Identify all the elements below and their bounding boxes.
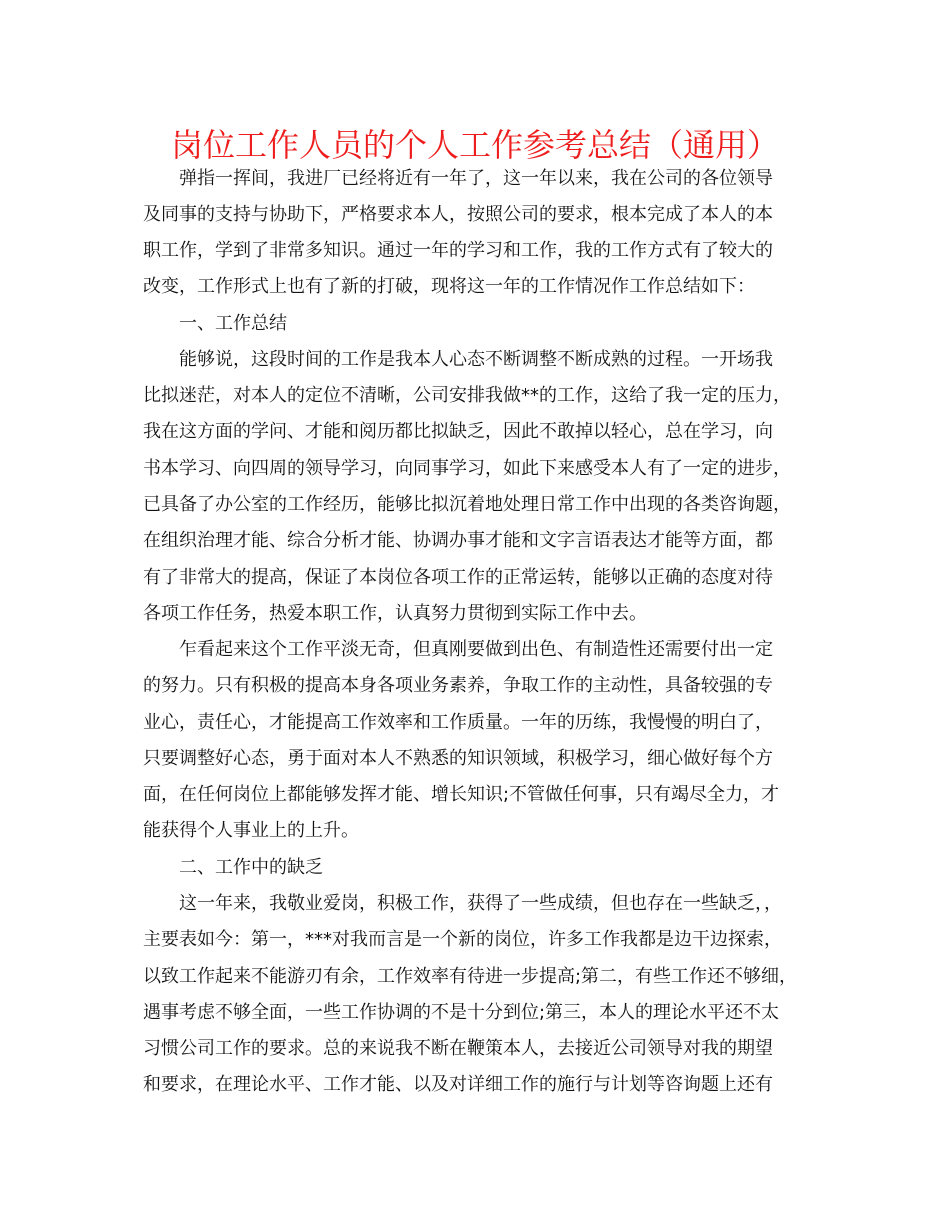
paragraph-line: 已具备了办公室的工作经历，能够比拟沉着地处理日常工作中出现的各类咨询题， [143, 494, 791, 515]
paragraph-line: 只要调整好心态，勇于面对本人不熟悉的知识领域，积极学习，细心做好每个方 [143, 748, 773, 769]
paragraph-line: 的努力。只有积极的提高本身各项业务素养，争取工作的主动性，具备较强的专 [143, 675, 773, 696]
paragraph-line: 改变，工作形式上也有了新的打破，现将这一年的工作情况作工作总结如下： [143, 276, 755, 297]
section-heading: 二、工作中的缺乏 [179, 857, 323, 878]
document-title: 岗位工作人员的个人工作参考总结（通用） [170, 126, 779, 164]
paragraph-line: 在组织治理才能、综合分析才能、协调办事才能和文字言语表达才能等方面，都 [143, 530, 773, 551]
paragraph-line: 遇事考虑不够全面，一些工作协调的不是十分到位;第三，本人的理论水平还不太 [143, 1002, 780, 1023]
paragraph-line: 能获得个人事业上的上升。 [143, 820, 359, 841]
paragraph-line: 有了非常大的提高，保证了本岗位各项工作的正常运转，能够以正确的态度对待 [143, 567, 773, 588]
paragraph-line: 各项工作任务，热爱本职工作，认真努力贯彻到实际工作中去。 [143, 603, 647, 624]
paragraph-line: 和要求，在理论水平、工作才能、以及对详细工作的施行与计划等咨询题上还有 [143, 1074, 773, 1095]
paragraph-line: 书本学习、向四周的领导学习，向同事学习，如此下来感受本人有了一定的进步， [143, 458, 791, 479]
paragraph-line: 弹指一挥间，我进厂已经将近有一年了，这一年以来，我在公司的各位领导 [179, 168, 773, 189]
paragraph-line: 这一年来，我敬业爱岗，积极工作，获得了一些成绩，但也存在一些缺乏，， [179, 893, 782, 914]
section-heading: 一、工作总结 [179, 313, 287, 334]
paragraph-line: 习惯公司工作的要求。总的来说我不断在鞭策本人，去接近公司领导对我的期望 [143, 1038, 773, 1059]
paragraph-line: 业心，责任心，才能提高工作效率和工作质量。一年的历练，我慢慢的明白了， [143, 712, 773, 733]
paragraph-line: 以致工作起来不能游刃有余，工作效率有待进一步提高;第二，有些工作还不够细， [143, 966, 798, 987]
paragraph-line: 乍看起来这个工作平淡无奇，但真刚要做到出色、有制造性还需要付出一定 [179, 639, 773, 660]
paragraph-line: 及同事的支持与协助下，严格要求本人，按照公司的要求，根本完成了本人的本 [143, 204, 773, 225]
paragraph-line: 比拟迷茫，对本人的定位不清晰，公司安排我做**的工作，这给了我一定的压力， [143, 385, 791, 406]
paragraph-line: 面，在任何岗位上都能够发挥才能、增长知识;不管做任何事，只有竭尽全力，才 [143, 784, 780, 805]
paragraph-line: 能够说，这段时间的工作是我本人心态不断调整不断成熟的过程。一开场我 [179, 349, 773, 370]
paragraph-line: 职工作，学到了非常多知识。通过一年的学习和工作，我的工作方式有了较大的 [143, 240, 773, 261]
paragraph-line: 主要表如今：第一，***对我而言是一个新的岗位，许多工作我都是边干边探索， [143, 929, 782, 950]
paragraph-line: 我在这方面的学问、才能和阅历都比拟缺乏，因此不敢掉以轻心，总在学习，向 [143, 421, 773, 442]
